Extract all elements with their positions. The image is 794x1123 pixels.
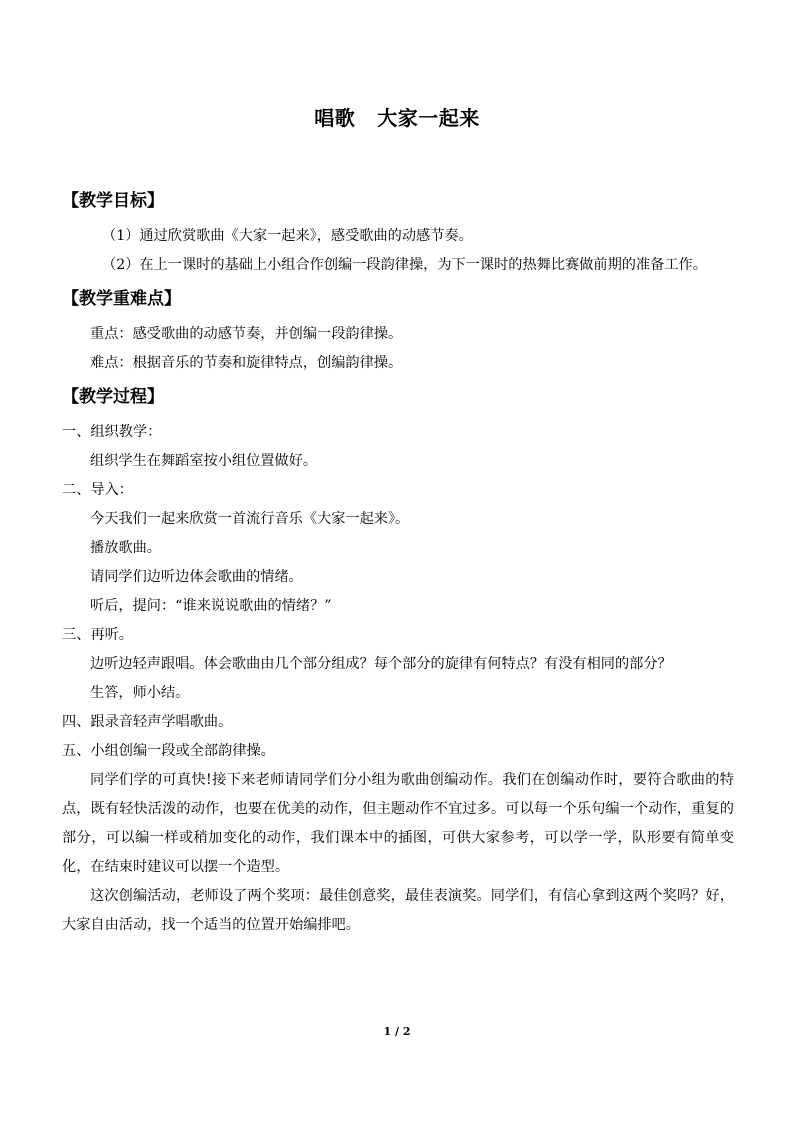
section-heading-keypoints: 【教学重难点】: [62, 289, 181, 309]
goal-item-2: （2）在上一课时的基础上小组合作创编一段韵律操，为下一课时的热舞比赛做前期的准备工作。: [102, 257, 707, 273]
process-step-2-title: 二、导入：: [62, 482, 133, 498]
process-step-1-title: 一、组织教学：: [62, 424, 162, 440]
page-title: [0, 104, 794, 132]
process-step-5-title: 五、小组创编一段或全部韵律操。: [62, 743, 275, 759]
process-step-4-title: 四、跟录音轻声学唱歌曲。: [62, 714, 233, 730]
title-part-2: 大家一起来: [377, 106, 480, 130]
process-step-2-line: 今天我们一起来欣赏一首流行音乐《大家一起来》。: [90, 511, 410, 527]
goal-item-1: （1）通过欣赏歌曲《大家一起来》，感受歌曲的动感节奏。: [102, 228, 473, 244]
process-step-2-line: 听后，提问：“谁来说说歌曲的情绪？”: [90, 598, 332, 614]
process-step-5-paragraph: 同学们学的可真快!接下来老师请同学们分小组为歌曲创编动作。我们在创编动作时，要符合歌曲的特点，既有轻快活泼的动作，也要在优美的动作，但主题动作不宜过多。可以每一个乐句编一个动作，重复的部分，可以编一样或稍加变化的动作，我们课本中的插图，可供大家参考，可以学一学，队形要有简单变化，在结束时建议可以摆一个造型。: [62, 772, 734, 875]
document-body: [62, 186, 734, 940]
section-heading-goals: 【教学目标】: [62, 191, 164, 211]
process-step-3-title: 三、再听。: [62, 627, 133, 643]
process-step-3-line: 生答，师小结。: [90, 685, 190, 701]
title-part-1: 唱歌: [314, 106, 356, 130]
keypoint-item-2: 难点：根据音乐的节奏和旋律特点，创编韵律操。: [90, 355, 403, 371]
process-step-2-line: 播放歌曲。: [90, 540, 161, 556]
process-step-2-line: 请同学们边听边体会歌曲的情绪。: [90, 569, 303, 585]
process-step-3-line: 边听边轻声跟唱。体会歌曲由几个部分组成？每个部分的旋律有何特点？有没有相同的部分？: [90, 656, 672, 672]
keypoint-item-1: 重点：感受歌曲的动感节奏，并创编一段韵律操。: [90, 326, 403, 342]
section-heading-process: 【教学过程】: [62, 387, 164, 407]
process-step-1-text: 组织学生在舞蹈室按小组位置做好。: [90, 453, 318, 469]
process-step-5-paragraph: 这次创编活动，老师设了两个奖项：最佳创意奖，最佳表演奖。同学们，有信心拿到这两个奖吗？好，大家自由活动，找一个适当的位置开始编排吧。: [62, 888, 734, 933]
page-number: 1 / 2: [383, 1025, 411, 1038]
